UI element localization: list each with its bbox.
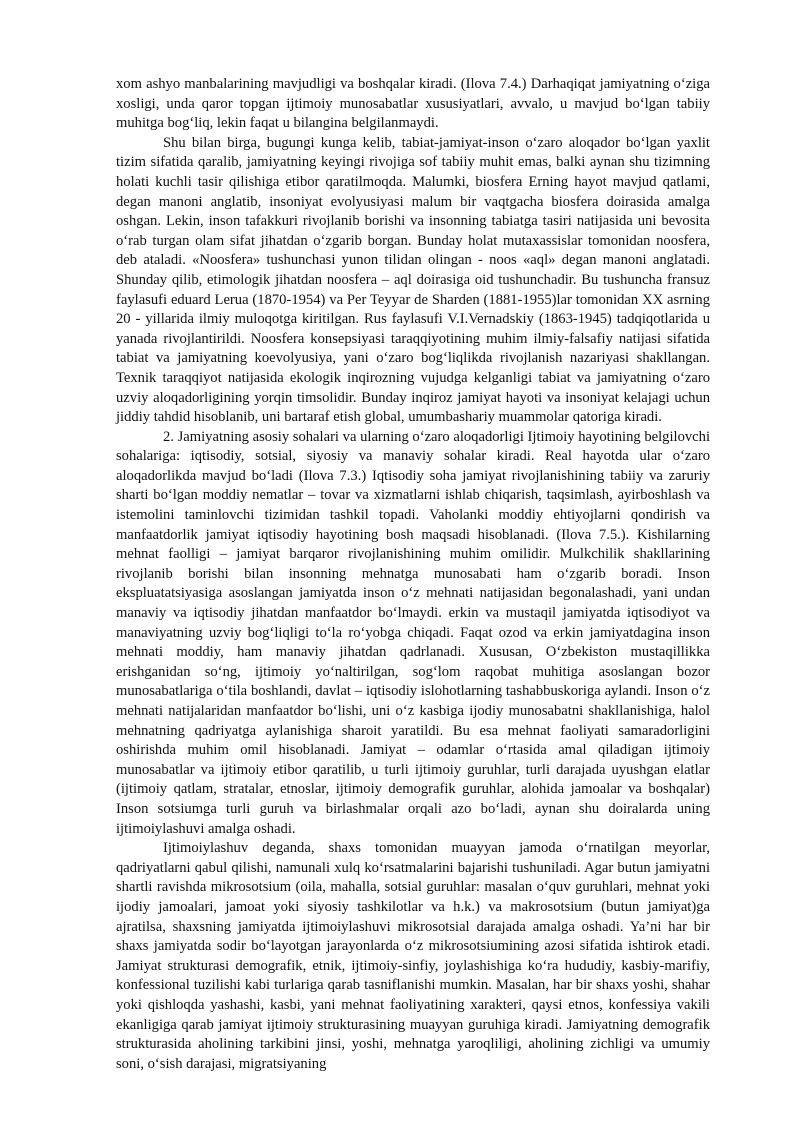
document-page [116,75,710,1074]
paragraph-socialization: Ijtimoiylashuv deganda, shaxs tomonidan muayyan jamoda oʻrnatilgan meyorlar, qadriyatlarni qabul qilishi, namunali xulq koʻrsatmalarini bajarishi tushuniladi. Agar butun jamiyatni shartli ravishda mikrosotsium (oila, mahalla, sotsial guruhlar: masalan oʻquv guruhlari, mehnat yoki ijodiy jamoalari, jamoat yoki siyosiy tashkilotlar va h.k.) va makrosotsium (butun jamiyat)ga ajratilsa, shaxsning jamiyatda ijtimoiylashuvi mikrosotsial darajada amalga oshadi. Ya’ni har bir shaxs jamiyatda sodir boʻlayotgan jarayonlarda oʻz mikrosotsiumining azosi sifatida ishtirok etadi. Jamiyat strukturasi demografik, etnik, ijtimoiy-sinfiy, joylashishiga koʻra hududiy, kasbiy-marifiy, konfessional tuzilishi kabi turlariga qarab tasniflanishi mumkin. Masalan, har bir shaxs yoshi, shahar yoki qishloqda yashashi, kasbi, yani mehnat faoliyatining xarakteri, qaysi etnos, konfessiya vakili ekanligiga qarab jamiyat ijtimoiy strukturasining muayyan guruhiga kiradi. Jamiyatning demografik strukturasida aholining tarkibini jinsi, yoshi, mehnatga yaroqliligi, aholining zichligi va umumiy soni, oʻsish darajasi, migratsiyaning [116,840,710,1072]
paragraph-noosfera: Shu bilan birga, bugungi kunga kelib, tabiat-jamiyat-inson oʻzaro aloqador boʻlgan yaxlit tizim sifatida qaralib, jamiyatning keyingi rivojiga sof tabiiy muhit emas, balki aynan shu tizimning holati kuchli tasir qilishiga etibor qaratilmoqda. Malumki, biosfera Erning hayot mavjud qatlami, degan manoni anglatib, insoniyat evolyusiyasi malum bir vaqtgacha biosfera doirasida amalga oshgan. Lekin, inson tafakkuri rivojlanib borishi va insonning tabiatga tasiri natijasida uni bevosita oʻrab turgan olam sifat jihatdan oʻzgarib borgan. Bunday holat mutaxassislar tomonidan noosfera, deb ataladi. «Noosfera» tushunchasi yunon tilidan olingan - noos «aql» degan manoni anglatadi. Shunday qilib, etimologik jihatdan noosfera – aql doirasiga oid tushunchadir. Bu tushuncha fransuz faylasufi eduard Lerua (1870-1954) va Per Teyyar de Sharden (1881-1955)lar tomonidan XX asrning 20 - yillarida ilmiy muloqotga kiritilgan. Rus faylasufi V.I.Vernadskiy (1863-1945) tadqiqotlarida u yanada rivojlantirildi. Noosfera konsepsiyasi taraqqiyotining muhim ilmiy-falsafiy natijasi sifatida tabiat va jamiyatning koevolyusiya, yani oʻzaro bogʻliqlikda rivojlanish nazariyasi shakllangan. Texnik taraqqiyot natijasida ekologik inqirozning vujudga kelganligi tabiat va jamiyatning oʻzaro uzviy aloqadorligining yorqin timsolidir. Bunday inqiroz jamiyat hayoti va insoniyat kelajagi uchun jiddiy tahdid hisoblanib, uni bartaraf etish global, umumbashariy muammolar qatoriga kiradi. [116,134,710,426]
paragraph-society-spheres: 2. Jamiyatning asosiy sohalari va ularning oʻzaro aloqadorligi Ijtimoiy hayotining belgilovchi sohalariga: iqtisodiy, sotsial, siyosiy va manaviy sohalar kiradi. Real hayotda ular oʻzaro aloqadorlikda mavjud boʻladi (Ilova 7.3.) Iqtisodiy soha jamiyat rivojlanishining tabiiy va zaruriy sharti boʻlgan moddiy nematlar – tovar va xizmatlarni ishlab chiqarish, taqsimlash, ayirboshlash va istemolini taminlovchi tizimidan tashkil topadi. Vaholanki moddiy ehtiyojlarni qondirish va manfaatdorlik jamiyat iqtisodiy hayotining bosh maqsadi hisoblanadi. (Ilova 7.5.). Kishilarning mehnat faolligi – jamiyat barqaror rivojlanishining muhim omilidir. Mulkchilik shakllarining rivojlanib borishi bilan insonning mehnatga munosabati ham oʻzgarib boradi. Inson ekspluatatsiyasiga asoslangan jamiyatda inson oʻz mehnati natijasidan begonalashadi, yani undan manaviy va iqtisodiy jihatdan manfaatdor boʻlmaydi. erkin va mustaqil jamiyatda iqtisodiyot va manaviyatning uzviy bogʻliqligi toʻla roʻyobga chiqadi. Faqat ozod va erkin jamiyatdagina inson mehnati moddiy, ham manaviy jihatdan qadrlanadi. Xususan, Oʻzbekiston mustaqillikka erishganidan soʻng, ijtimoiy yoʻnaltirilgan, sogʻlom raqobat muhitiga asoslangan bozor munosabatlariga oʻtila boshlandi, davlat – iqtisodiy islohotlarning tashabbuskoriga aylandi. Inson oʻz mehnati natijalaridan manfaatdor boʻlishi, uni oʻz kasbiga ijodiy munosabatni shakllanishiga, halol mehnatning qadriyatga aylanishiga sharoit yaratildi. Bu esa mehnat faoliyati samaradorligini oshirishda muhim omil hisoblanadi. Jamiyat – odamlar oʻrtasida amal qiladigan ijtimoiy munosabatlar va ijtimoiy etibor qaratilib, u turli ijtimoiy guruhlar, turli darajada uyushgan elatlar (ijtimoiy qatlam, stratalar, etnoslar, ijtimoiy demografik guruhlar, alohida jamoalar va boshqalar) Inson sotsiumga turli guruh va birlashmalar orqali azo boʻladi, aynan shu doiralarda uning ijtimoiylashuvi amalga oshadi. [116,428,710,837]
paragraph-intro: xom ashyo manbalarining mavjudligi va boshqalar kiradi. (Ilova 7.4.) Darhaqiqat jamiyatning oʻziga xosligi, unda qaror topgan ijtimoiy munosabatlar xususiyatlari, avvalo, u mavjud boʻlgan tabiiy muhitga bogʻliq, lekin faqat u bilangina belgilanmaydi. [116,76,710,132]
